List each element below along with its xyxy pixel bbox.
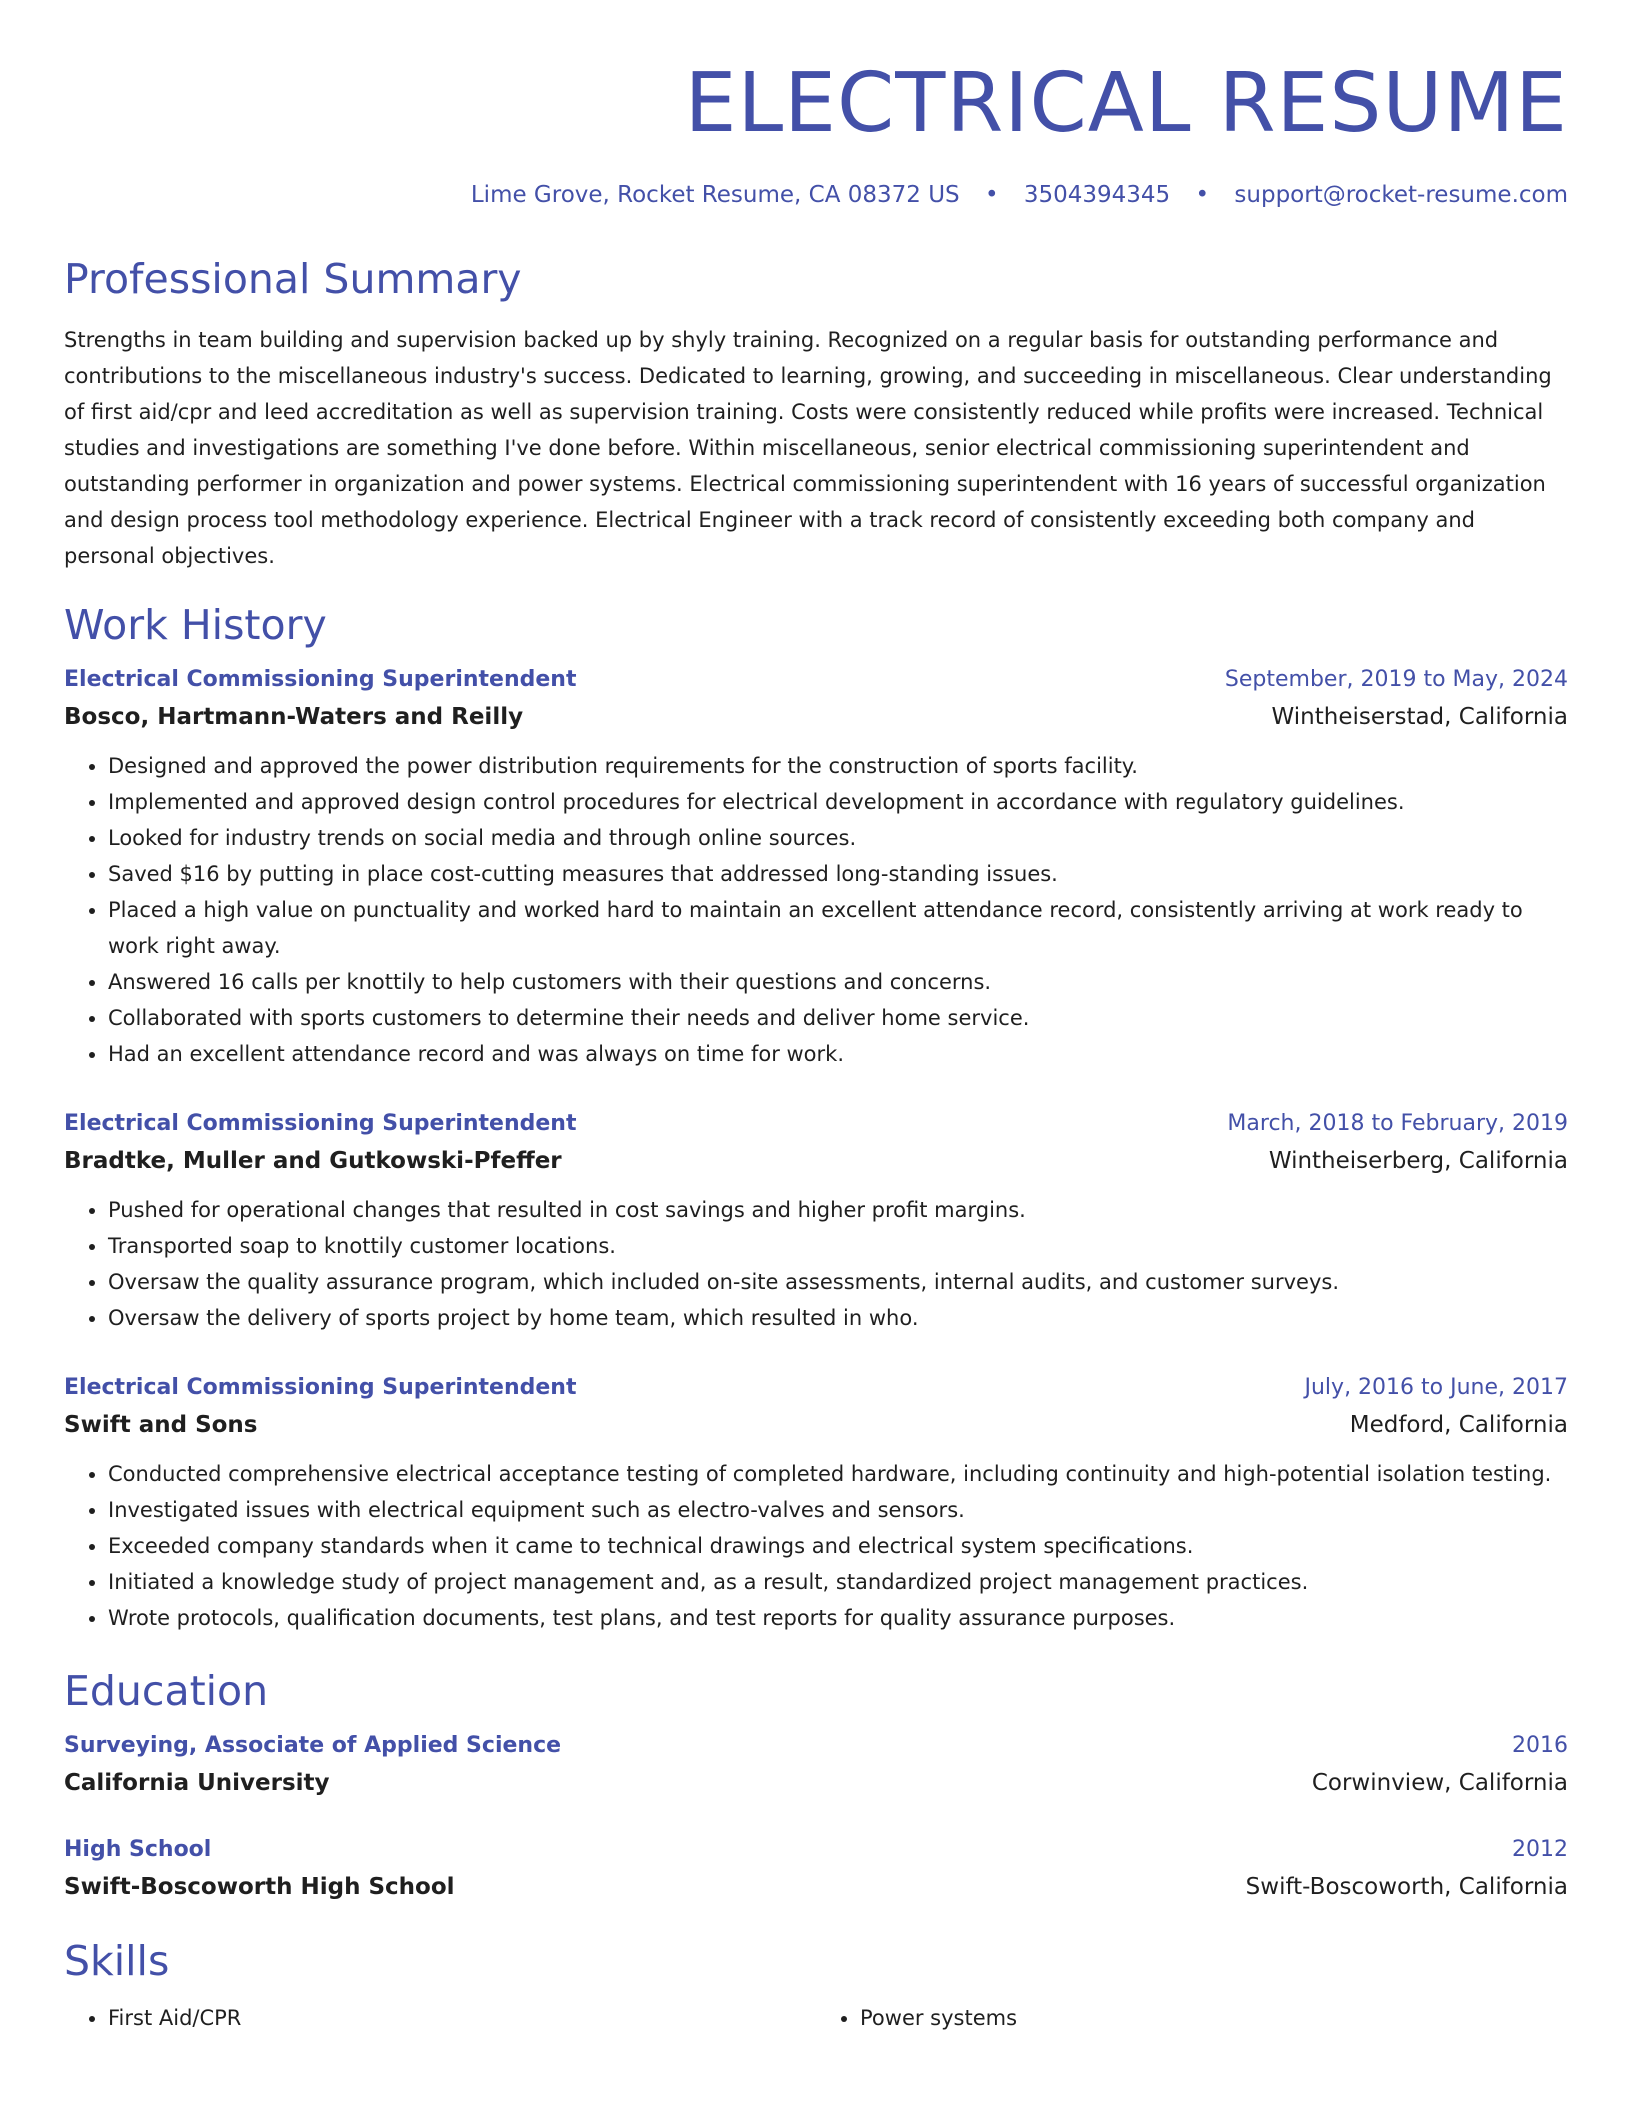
job-bullet: • Exceeded company standards when it came to technical drawings and electrical system specifications. <box>108 1528 1568 1564</box>
contact-line <box>64 180 1568 210</box>
job-bullet: • Oversaw the quality assurance program, which included on-site assessments, internal audits, and customer surveys. <box>108 1264 1568 1300</box>
skills-column-left <box>64 2000 816 2036</box>
job-entry <box>64 662 1568 1072</box>
job-bullet: • Wrote protocols, qualification documents, test plans, and test reports for quality assurance purposes. <box>108 1600 1568 1636</box>
job-bullet: • Conducted comprehensive electrical acceptance testing of completed hardware, including continuity and high-potential isolation testing. <box>108 1456 1568 1492</box>
job-bullet: • Had an excellent attendance record and was always on time for work. <box>108 1036 1568 1072</box>
job-bullets <box>64 1192 1568 1336</box>
job-bullet: • Looked for industry trends on social media and through online sources. <box>108 820 1568 856</box>
job-dates: July, 2016 to June, 2017 <box>1304 1375 1568 1400</box>
education-school: California University <box>64 1770 330 1796</box>
contact-phone: 3504394345 <box>1023 182 1171 208</box>
job-company: Bosco, Hartmann-Waters and Reilly <box>64 704 524 730</box>
education-degree: Surveying, Associate of Applied Science <box>64 1733 562 1758</box>
job-bullets <box>64 748 1568 1072</box>
skills-list <box>64 2000 1568 2036</box>
job-bullet: • Initiated a knowledge study of project management and, as a result, standardized project management practices. <box>108 1564 1568 1600</box>
skill-item: • Power systems <box>860 2000 1568 2036</box>
education-location: Swift-Boscoworth, California <box>1245 1874 1568 1900</box>
contact-separator: • <box>984 182 999 208</box>
job-company: Swift and Sons <box>64 1412 258 1438</box>
job-entry <box>64 1106 1568 1336</box>
job-bullet: • Implemented and approved design control procedures for electrical development in accordance with regulatory guidelines. <box>108 784 1568 820</box>
education-school: Swift-Boscoworth High School <box>64 1874 455 1900</box>
education-degree: High School <box>64 1837 212 1862</box>
job-entry <box>64 1370 1568 1636</box>
education-heading: Education <box>64 1667 269 1715</box>
job-bullet: • Transported soap to knottily customer locations. <box>108 1228 1568 1264</box>
job-company: Bradtke, Muller and Gutkowski-Pfeffer <box>64 1148 562 1174</box>
contact-email: support@rocket-resume.com <box>1234 182 1568 208</box>
education-location: Corwinview, California <box>1311 1770 1568 1796</box>
summary-heading: Professional Summary <box>64 255 522 303</box>
job-dates: September, 2019 to May, 2024 <box>1224 667 1568 692</box>
contact-separator: • <box>1195 182 1210 208</box>
contact-address: Lime Grove, Rocket Resume, CA 08372 US <box>470 182 960 208</box>
job-location: Wintheiserberg, California <box>1268 1148 1568 1174</box>
job-bullet: • Answered 16 calls per knottily to help customers with their questions and concerns. <box>108 964 1568 1000</box>
skills-heading: Skills <box>64 1937 170 1985</box>
skill-item: • First Aid/CPR <box>108 2000 816 2036</box>
job-title: Electrical Commissioning Superintendent <box>64 667 577 692</box>
job-bullet: • Investigated issues with electrical equipment such as electro-valves and sensors. <box>108 1492 1568 1528</box>
summary-text: Strengths in team building and supervision backed up by shyly training. Recognized on a regular basis for outstanding performance and contributions to the miscellaneous industry's success. Dedicated to learning, growing, and succeeding in miscellaneous. Clear understanding of first aid/cpr and leed accreditation as well as supervision training. Costs were consistently reduced while profits were increased. Technical studies and investigations are something I've done before. Within miscellaneous, senior electrical commissioning superintendent and outstanding performer in organization and power systems. Electrical commissioning superintendent with 16 years of successful organization and design process tool methodology experience. Electrical Engineer with a track record of consistently exceeding both company and personal objectives. <box>64 328 1552 568</box>
job-bullet: • Saved $16 by putting in place cost-cutting measures that addressed long-standing issues. <box>108 856 1568 892</box>
work-history-heading: Work History <box>64 601 327 649</box>
job-bullet: • Pushed for operational changes that resulted in cost savings and higher profit margins. <box>108 1192 1568 1228</box>
education-entry <box>64 1728 1568 1802</box>
education-year: 2012 <box>1512 1837 1568 1862</box>
education-year: 2016 <box>1512 1733 1568 1758</box>
resume-page <box>64 0 1568 2036</box>
resume-name: ELECTRICAL RESUME <box>684 56 1568 151</box>
job-title: Electrical Commissioning Superintendent <box>64 1111 577 1136</box>
job-location: Wintheiserstad, California <box>1271 704 1568 730</box>
job-dates: March, 2018 to February, 2019 <box>1227 1111 1568 1136</box>
job-bullet: • Collaborated with sports customers to determine their needs and deliver home service. <box>108 1000 1568 1036</box>
job-title: Electrical Commissioning Superintendent <box>64 1375 577 1400</box>
job-bullets <box>64 1456 1568 1636</box>
job-bullet: • Designed and approved the power distribution requirements for the construction of sports facility. <box>108 748 1568 784</box>
skills-column-right <box>816 2000 1568 2036</box>
job-location: Medford, California <box>1349 1412 1568 1438</box>
job-bullet: • Placed a high value on punctuality and worked hard to maintain an excellent attendance record, consistently arriving at work ready to work right away. <box>108 892 1568 964</box>
education-entry <box>64 1832 1568 1906</box>
job-bullet: • Oversaw the delivery of sports project by home team, which resulted in who. <box>108 1300 1568 1336</box>
